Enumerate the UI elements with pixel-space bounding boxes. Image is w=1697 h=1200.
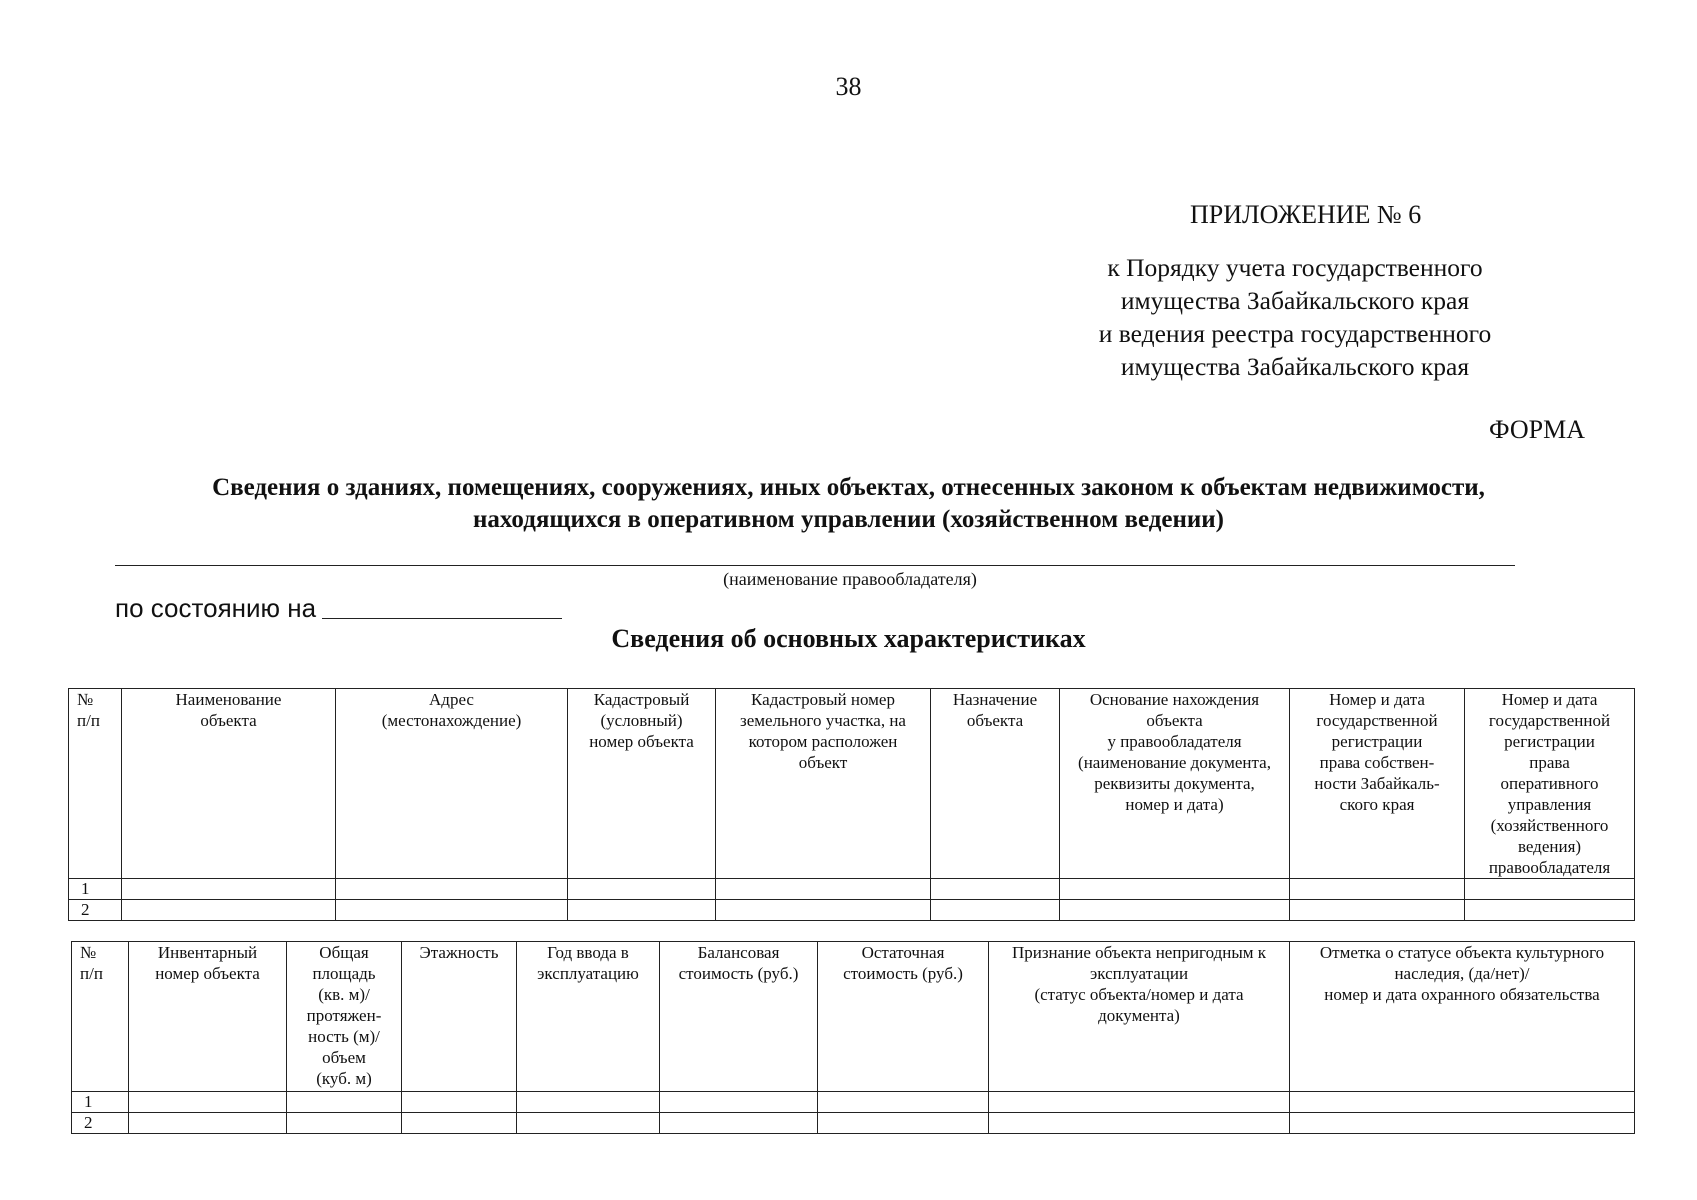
column-header-ownership-basis: Основание нахождения объекта у правообладателя (наименование документа, реквизиты документа, номер и дата) (1060, 689, 1290, 879)
table-cell[interactable] (931, 900, 1060, 921)
table-row (72, 1092, 1635, 1113)
table-cell[interactable] (1290, 1092, 1635, 1113)
table-cell[interactable] (517, 1113, 660, 1134)
column-header-book-value: Балансовая стоимость (руб.) (660, 942, 818, 1092)
table-cell[interactable] (660, 1113, 818, 1134)
table-cell[interactable] (818, 1113, 989, 1134)
table-cell[interactable] (1060, 900, 1290, 921)
table-cell[interactable] (568, 879, 716, 900)
table-row (72, 1113, 1635, 1134)
table-header-row (69, 689, 1635, 879)
row-number: 1 (72, 1092, 129, 1113)
column-header-cultural-heritage: Отметка о статусе объекта культурного наследия, (да/нет)/ номер и дата охранного обязательства (1290, 942, 1635, 1092)
appendix-reference-line: имущества Забайкальского края (1120, 286, 1470, 315)
table-cell[interactable] (989, 1113, 1290, 1134)
table-cell[interactable] (402, 1092, 517, 1113)
main-title-line: Сведения о зданиях, помещениях, сооружениях, иных объектах, отнесенных законом к объектам недвижимости, (212, 474, 1485, 501)
table-row (69, 900, 1635, 921)
row-number: 1 (69, 879, 122, 900)
form-label: ФОРМА (1489, 415, 1585, 444)
table-cell[interactable] (517, 1092, 660, 1113)
table-cell[interactable] (1290, 879, 1465, 900)
table-cell[interactable] (931, 879, 1060, 900)
column-header-floors: Этажность (402, 942, 517, 1092)
table-cell[interactable] (287, 1092, 402, 1113)
column-header-land-cadastral-number: Кадастровый номер земельного участка, на котором расположен объект (716, 689, 931, 879)
table-header-row (72, 942, 1635, 1092)
column-header-management-registration: Номер и дата государственной регистрации права оперативного управления (хозяйственного ведения) правообладателя (1465, 689, 1635, 879)
table-cell[interactable] (716, 879, 931, 900)
table-cell[interactable] (1465, 879, 1635, 900)
as-of-label: по состоянию на (115, 593, 317, 623)
column-header-total-area: Общая площадь (кв. м)/ протяжен- ность (м)/ объем (куб. м) (287, 942, 402, 1092)
table-cell[interactable] (1465, 900, 1635, 921)
table-cell[interactable] (129, 1113, 287, 1134)
column-header-residual-value: Остаточная стоимость (руб.) (818, 942, 989, 1092)
table-cell[interactable] (336, 900, 568, 921)
table-cell[interactable] (1290, 1113, 1635, 1134)
column-header-number: № п/п (69, 689, 122, 879)
as-of-date-field-line[interactable] (322, 598, 562, 619)
page-number: 38 (835, 72, 862, 101)
rights-holder-caption: (наименование правообладателя) (723, 569, 977, 589)
table-cell[interactable] (122, 900, 336, 921)
additional-characteristics-table (71, 941, 1635, 1134)
appendix-title: ПРИЛОЖЕНИЕ № 6 (1190, 200, 1422, 229)
table-cell[interactable] (989, 1092, 1290, 1113)
table-cell[interactable] (716, 900, 931, 921)
table-cell[interactable] (818, 1092, 989, 1113)
column-header-unfit-status: Признание объекта непригодным к эксплуатации (статус объекта/номер и дата документа) (989, 942, 1290, 1092)
table-cell[interactable] (287, 1113, 402, 1134)
column-header-object-name: Наименование объекта (122, 689, 336, 879)
section-title: Сведения об основных характеристиках (611, 624, 1086, 653)
table-cell[interactable] (1060, 879, 1290, 900)
as-of-date-row (115, 593, 562, 624)
table-cell[interactable] (1290, 900, 1465, 921)
appendix-reference-line: к Порядку учета государственного (1107, 253, 1483, 282)
table-cell[interactable] (660, 1092, 818, 1113)
column-header-address: Адрес (местонахождение) (336, 689, 568, 879)
main-characteristics-table (68, 688, 1635, 921)
column-header-purpose: Назначение объекта (931, 689, 1060, 879)
table-row (69, 879, 1635, 900)
table-cell[interactable] (568, 900, 716, 921)
rights-holder-field-line[interactable] (115, 565, 1515, 566)
row-number: 2 (72, 1113, 129, 1134)
column-header-commissioning-year: Год ввода в эксплуатацию (517, 942, 660, 1092)
table-cell[interactable] (122, 879, 336, 900)
appendix-reference-line: и ведения реестра государственного (1098, 319, 1492, 348)
appendix-reference-line: имущества Забайкальского края (1120, 352, 1470, 381)
table-cell[interactable] (129, 1092, 287, 1113)
column-header-inventory-number: Инвентарный номер объекта (129, 942, 287, 1092)
column-header-cadastral-number: Кадастровый (условный) номер объекта (568, 689, 716, 879)
column-header-property-registration: Номер и дата государственной регистрации права собствен- ности Забайкаль- ского края (1290, 689, 1465, 879)
row-number: 2 (69, 900, 122, 921)
table-cell[interactable] (336, 879, 568, 900)
main-title-line: находящихся в оперативном управлении (хозяйственном ведении) (472, 506, 1224, 533)
table-cell[interactable] (402, 1113, 517, 1134)
appendix-reference (1060, 251, 1530, 383)
column-header-number: № п/п (72, 942, 129, 1092)
main-title (60, 472, 1637, 536)
